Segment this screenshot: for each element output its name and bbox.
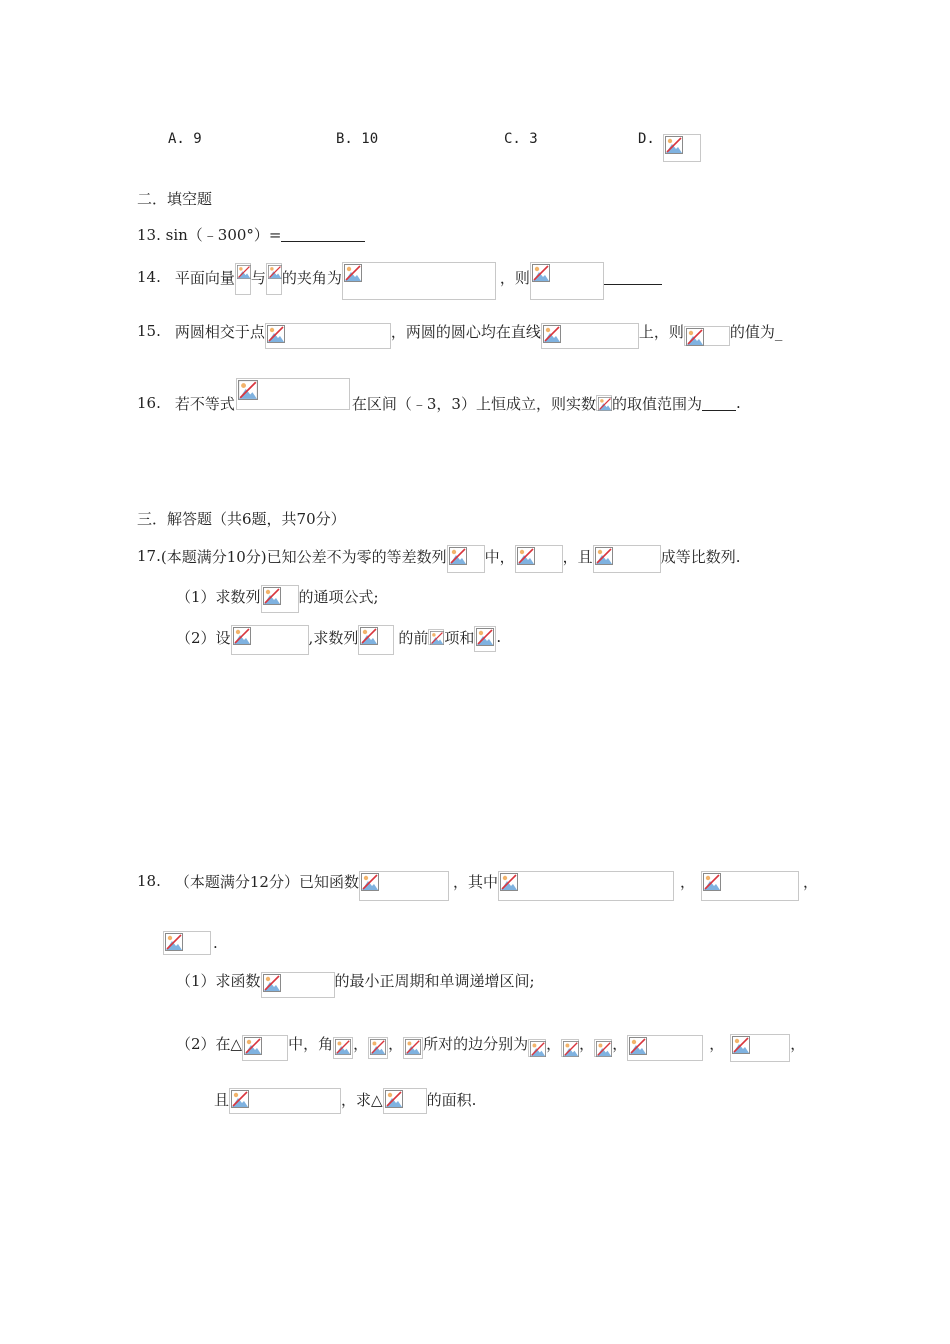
- q18-number: 18.: [137, 872, 161, 890]
- q15-text-3: 上，则: [638, 322, 684, 341]
- q14-text-4: ，则: [499, 268, 530, 287]
- q15-points-image-icon: [265, 323, 391, 349]
- q17-sequence-image-icon: [447, 545, 485, 573]
- angle-a-image-icon: [333, 1037, 353, 1059]
- angle-c-image-icon: [403, 1037, 423, 1059]
- q14-number: 14.: [137, 268, 161, 286]
- q18-vector-m-image-icon: [498, 871, 674, 901]
- q17-part-2-text-4: 项和: [444, 628, 475, 647]
- q16-text-1: 若不等式: [174, 394, 235, 413]
- q18-condition-1-image-icon: [627, 1035, 703, 1061]
- q14-expression-image-icon: [530, 262, 604, 300]
- q18-part-2-text-3: ，: [353, 1034, 369, 1053]
- q15-expression-image-icon: [684, 326, 730, 346]
- q18-part-2-text-10: ，: [790, 1034, 806, 1053]
- q18-part-2-text-9: ，: [709, 1034, 725, 1053]
- q15-text-1: 两圆相交于点: [174, 322, 265, 341]
- q18-part-2-text-13: 的面积.: [426, 1090, 477, 1109]
- section-2-heading: 二．填空题: [137, 189, 213, 208]
- q15-number: 15.: [137, 322, 161, 340]
- q16-answer-blank: [702, 396, 736, 411]
- q18-part-1-text-2: 的最小正周期和单调递增区间;: [334, 971, 535, 990]
- q18-condition-2-image-icon: [730, 1034, 790, 1062]
- q18-part-2-text-1: （2）在△: [176, 1034, 243, 1053]
- q13-text: 13. sin（﹣300°）=: [137, 225, 282, 244]
- q14-text-1: 平面向量: [174, 268, 235, 287]
- q18-text-1: （本题满分12分）已知函数: [174, 872, 359, 891]
- side-c-image-icon: [594, 1039, 612, 1057]
- q14-text-2: 与: [250, 268, 266, 287]
- q16-text-3: 的取值范围为: [611, 394, 702, 413]
- q17-part-1-text-1: （1）求数列: [176, 587, 261, 606]
- side-b-image-icon: [561, 1039, 579, 1057]
- q18-part-2-text-8: ，: [612, 1034, 628, 1053]
- q17-part-2-sequence-image-icon: [358, 625, 394, 655]
- q18-triangle-2-image-icon: [383, 1088, 427, 1114]
- q18-condition-3-image-icon: [229, 1088, 341, 1114]
- q18-part-2-text-2: 中，角: [288, 1034, 334, 1053]
- q16-variable-image-icon: [596, 395, 612, 411]
- choice-c: C. 3: [504, 131, 538, 147]
- choice-a: A. 9: [168, 131, 202, 147]
- vector-b-image-icon: [266, 263, 282, 295]
- section-3-heading: 三．解答题（共6题，共70分）: [137, 509, 346, 528]
- q17-term-image-icon: [515, 545, 563, 573]
- q17-part-2-sum-image-icon: [474, 626, 496, 652]
- q17-terms-image-icon: [593, 545, 661, 573]
- q18-condition-image-icon: [163, 931, 211, 955]
- q18-part-2-text-7: ，: [579, 1034, 595, 1053]
- q18-vector-n-image-icon: [701, 871, 799, 901]
- q18-part-1-text-1: （1）求函数: [176, 971, 261, 990]
- q14-text-3: 的夹角为: [281, 268, 342, 287]
- q17-text-3: ，且: [562, 547, 593, 566]
- angle-b-image-icon: [368, 1037, 388, 1059]
- q16-number: 16.: [137, 394, 161, 412]
- q18-text-2: ，其中: [452, 872, 498, 891]
- choice-d-image-icon: [663, 134, 701, 162]
- q17-part-2-text-1: （2）设: [176, 628, 231, 647]
- q17-part-2-n-image-icon: [428, 629, 444, 645]
- q17-text-2: 中，: [484, 547, 515, 566]
- q14-condition-image-icon: [342, 262, 496, 300]
- vector-a-image-icon: [235, 263, 251, 295]
- q18-part-2-text-11: 且: [214, 1090, 230, 1109]
- q18-part-2-text-12: ，求△: [341, 1090, 383, 1109]
- q15-text-2: ，两圆的圆心均在直线: [390, 322, 541, 341]
- q17-part-2-text-3: 的前: [398, 628, 429, 647]
- q15-text-4: 的值为_: [729, 322, 783, 341]
- q16-text-2: 在区间（﹣3，3）上恒成立，则实数: [351, 394, 596, 413]
- q13-answer-blank: [281, 227, 365, 242]
- q16-text-4: .: [735, 394, 741, 412]
- choice-d: D.: [638, 131, 655, 147]
- q17-part-2-text-5: .: [496, 628, 502, 646]
- q17-part-2-definition-image-icon: [231, 625, 309, 655]
- q15-line-image-icon: [541, 323, 639, 349]
- choice-b: B. 10: [336, 131, 379, 147]
- q18-function-image-icon: [359, 871, 449, 901]
- q17-text-4: 成等比数列.: [660, 547, 741, 566]
- side-a-image-icon: [528, 1039, 546, 1057]
- q18-text-5: .: [213, 934, 218, 952]
- q17-number: 17.: [137, 547, 161, 565]
- q18-part-2-text-4: ，: [388, 1034, 404, 1053]
- q14-answer-blank: [604, 270, 662, 285]
- q18-text-3: ，: [679, 872, 695, 891]
- q18-part-2-text-5: 所对的边分别为: [423, 1034, 529, 1053]
- q17-part-1-text-2: 的通项公式;: [298, 587, 379, 606]
- q18-part-2-text-6: ，: [546, 1034, 562, 1053]
- q17-part-1-sequence-image-icon: [261, 585, 299, 613]
- q17-part-2-text-2: ,求数列: [308, 628, 359, 647]
- q18-part-1-function-image-icon: [261, 972, 335, 998]
- q17-text-1: (本题满分10分)已知公差不为零的等差数列: [160, 547, 447, 566]
- q18-triangle-image-icon: [242, 1035, 288, 1061]
- q18-text-4: ，: [802, 872, 818, 891]
